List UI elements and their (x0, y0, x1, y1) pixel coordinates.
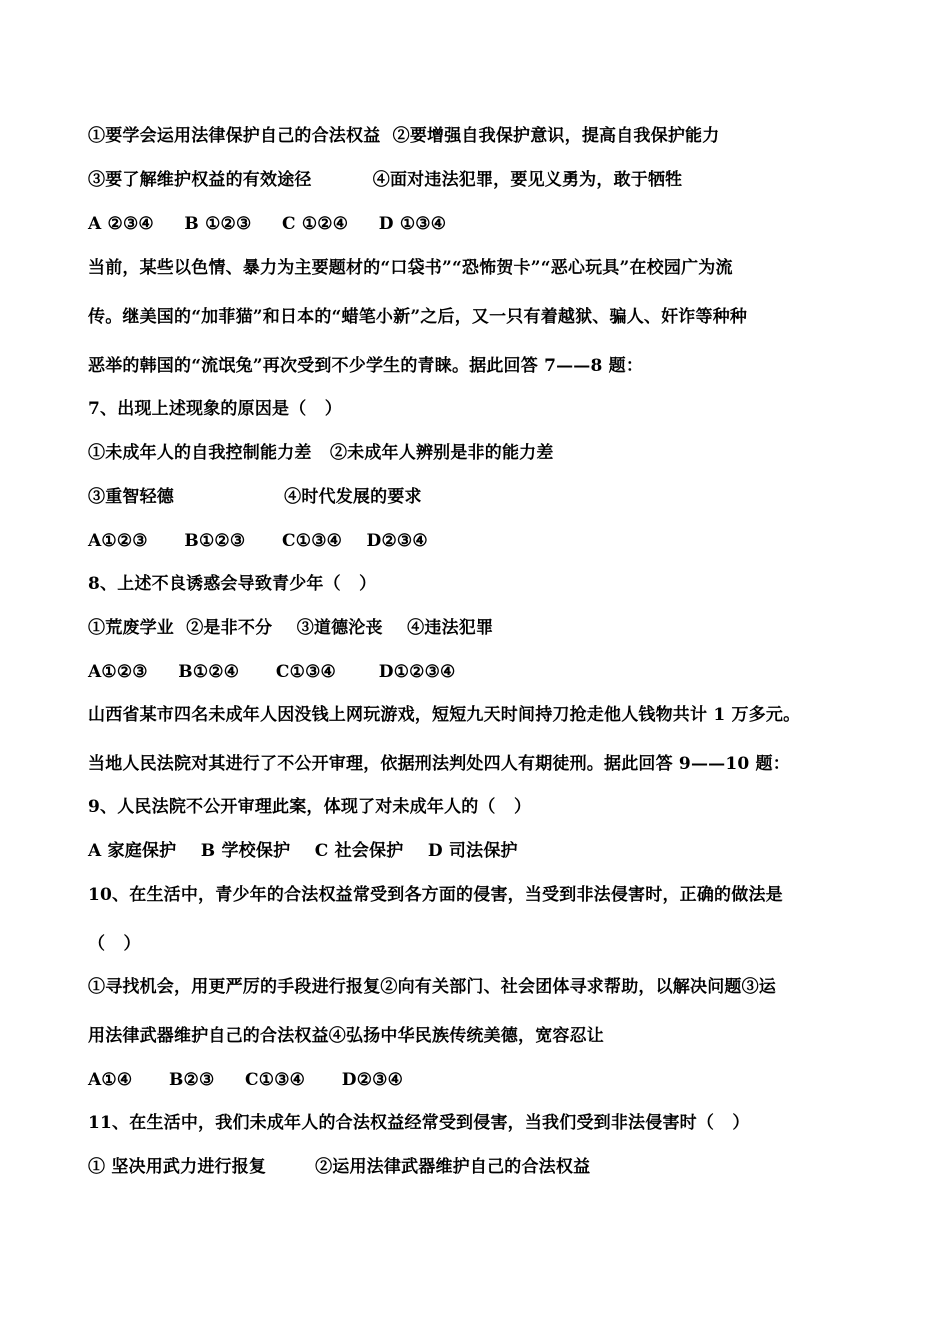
answer-options: A①②③ B①②④ C①③④ D①②③④ (88, 662, 456, 682)
text-line: ③重智轻德 ④时代发展的要求 (88, 487, 422, 507)
question-10: 10、在生活中，青少年的合法权益常受到各方面的侵害，当受到非法侵害时，正确的做法是 (88, 885, 783, 905)
answer-options: A ②③④ B ①②③ C ①②④ D ①③④ (88, 214, 447, 234)
text-line: ③要了解维护权益的有效途径 ④面对违法犯罪，要见义勇为，敢于牺牲 (88, 170, 683, 190)
text-line: ①寻找机会，用更严厉的手段进行报复②向有关部门、社会团体寻求帮助，以解决问题③运 (88, 977, 776, 997)
text-line: ①未成年人的自我控制能力差 ②未成年人辨别是非的能力差 (88, 443, 554, 463)
answer-options: A①④ B②③ C①③④ D②③④ (88, 1070, 404, 1090)
text-line: 用法律武器维护自己的合法权益④弘扬中华民族传统美德，宽容忍让 (88, 1026, 604, 1046)
text-line: 当地人民法院对其进行了不公开审理，依据刑法判处四人有期徒刑。据此回答 9——10 题： (88, 754, 790, 774)
text-line: 山西省某市四名未成年人因没钱上网玩游戏，短短九天时间持刀抢走他人钱物共计 1 万多元。 (88, 705, 801, 725)
answer-options: A 家庭保护 B 学校保护 C 社会保护 D 司法保护 (88, 841, 518, 861)
text-line: 传。继美国的“加菲猫”和日本的“蜡笔小新”之后，又一只有着越狱、骗人、奸诈等种种 (88, 307, 748, 327)
answer-options: A①②③ B①②③ C①③④ D②③④ (88, 531, 428, 551)
text-line: 当前，某些以色情、暴力为主要题材的“口袋书”“恐怖贺卡”“恶心玩具”在校园广为流 (88, 258, 733, 278)
question-7: 7、出现上述现象的原因是（ ） (88, 399, 342, 419)
text-line: 恶举的韩国的“流氓兔”再次受到不少学生的青睐。据此回答 7——8 题： (88, 356, 644, 376)
text-line: ① 坚决用武力进行报复 ②运用法律武器维护自己的合法权益 (88, 1157, 591, 1177)
text-line: （ ） (88, 934, 141, 954)
question-11: 11、在生活中，我们未成年人的合法权益经常受到侵害，当我们受到非法侵害时（ ） (88, 1113, 750, 1133)
question-9: 9、人民法院不公开审理此案，体现了对未成年人的（ ） (88, 797, 532, 817)
text-line: ①要学会运用法律保护自己的合法权益 ②要增强自我保护意识，提高自我保护能力 (88, 126, 720, 146)
text-line: ①荒废学业 ②是非不分 ③道德沦丧 ④违法犯罪 (88, 618, 494, 638)
question-8: 8、上述不良诱惑会导致青少年（ ） (88, 574, 377, 594)
